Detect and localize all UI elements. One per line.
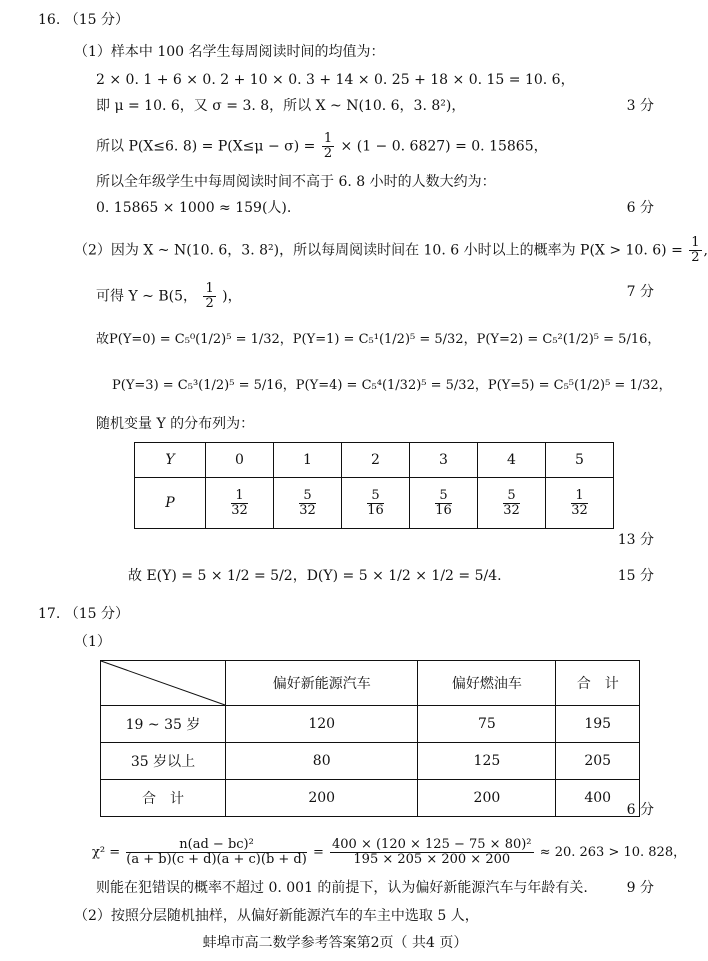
q16-p2-probs-row2: P(Y=3) = C₅³(1/2)⁵ = 5/16，P(Y=4) = C₅⁴(1/32)⁵ = 5/32，P(Y=5) = C₅⁵(1/2)⁵ = 1/32， [112,378,672,393]
table-cell: 1 [274,443,342,478]
q16-p2-line1: （2）因为 X ~ N(10. 6，3. 8²)，所以每周阅读时间在 10. 6 小时以上的概率为 P(X > 10. 6) = $\frac{1}{2}$ , [74,235,708,265]
score: 7 分 [626,284,654,300]
q17-header: 17. （15 分） [38,606,129,622]
contingency-table [100,660,640,817]
distribution-table [134,442,614,529]
q17-p1: （1） [74,634,111,650]
table-row [135,443,614,478]
table-row [101,780,640,817]
table-row [101,706,640,743]
chi-result: ≈ 20. 263 > 10. 828， [539,845,687,860]
chi-label: χ² = [92,845,121,860]
table-header: 偏好新能源汽车 [226,661,418,706]
chi-computation: $\frac{\text{400 × (120 × 125 − 75 × 80)²}}{195 \times 205 \times 200 \times 200}$ [332,837,532,867]
score: 6 分 [626,200,654,216]
table-cell: $\frac{1}{32}$ [546,478,614,529]
q16-p1-conclusion: 所以全年级学生中每周阅读时间不高于 6. 8 小时的人数大约为： [96,174,496,190]
table-cell: $\frac{5}{16}$ [410,478,478,529]
q16-p2-dist: 随机变量 Y 的分布列为： [96,416,255,432]
q16-p2-probs-row1: 故P(Y=0) = C₅⁰(1/2)⁵ = 1/32，P(Y=1) = C₅¹(1/2)⁵ = 5/32，P(Y=2) = C₅²(1/2)⁵ = 5/16， [96,332,661,347]
chi-formula: $\frac{\text{n(ad − bc)²}}{(a + b)(c + d)(a + c)(b + d)}$ [126,837,307,867]
diagonal-line [101,661,225,705]
table-cell: $\frac{5}{32}$ [274,478,342,529]
q16-header: 16. （15 分） [38,12,129,28]
table-cell: 400 [556,780,640,817]
table-cell: 合 计 [101,780,226,817]
prob-left: 所以 P(X≤6. 8) = P(X≤μ − σ) = [96,138,316,155]
q17-p2: （2）按照分层随机抽样，从偏好新能源汽车的车主中选取 5 人， [74,908,479,924]
table-header: 偏好燃油车 [418,661,556,706]
table-row [135,478,614,529]
table-cell: 3 [410,443,478,478]
table-cell: 0 [206,443,274,478]
table-cell: 80 [226,743,418,780]
table-cell: 2 [342,443,410,478]
table-cell: 35 岁以上 [101,743,226,780]
prob-right: × (1 − 0. 6827) = 0. 15865， [340,138,548,155]
table-cell: 75 [418,706,556,743]
p2-text: （2）因为 X ~ N(10. 6，3. 8²)，所以每周阅读时间在 10. 6 小时以上的概率为 P(X > 10. 6) = [74,242,683,259]
q16-p1-prob [96,132,548,161]
table-row [101,743,640,780]
q16-p1-result: 0. 15865 × 1000 ≈ 159(人). [96,200,292,216]
score: 15 分 [617,568,654,584]
table-cell: 200 [226,780,418,817]
score: 9 分 [626,880,654,896]
equals: = [312,845,324,860]
table-cell: 195 [556,706,640,743]
table-row [101,661,640,706]
fraction-half: $\frac{1}{2}$ [205,281,214,311]
table-cell: 5 [546,443,614,478]
q16-p1-calc: 2 × 0. 1 + 6 × 0. 2 + 10 × 0. 3 + 14 × 0. 25 + 18 × 0. 15 = 10. 6， [96,72,575,88]
table-cell: 4 [478,443,546,478]
q16-p2-expectation: 故 E(Y) = 5 × 1/2 = 5/2，D(Y) = 5 × 1/2 × 1/2 = 5/4. [128,568,502,584]
fraction-half: $\frac{1}{2}$ [323,131,333,161]
diagonal-corner-cell [101,661,226,706]
page-footer: 蚌埠市高二数学参考答案第2页（ 共4 页） [202,935,468,951]
score: 6 分 [626,802,654,818]
table-cell: 125 [418,743,556,780]
table-cell: Y [135,443,206,478]
binomial-left: 可得 Y ~ B(5， [96,288,197,305]
fraction-half: $\frac{1}{2}$ [691,235,700,265]
table-cell: 120 [226,706,418,743]
q16-p2-binomial [96,282,242,311]
q17-chi-square [92,838,686,867]
q16-p1-mu: 即 μ = 10. 6，又 σ = 3. 8，所以 X ~ N(10. 6，3. 8²)， [96,98,466,114]
table-cell: P [135,478,206,529]
table-cell: 19 ~ 35 岁 [101,706,226,743]
table-header: 合 计 [556,661,640,706]
score: 13 分 [617,532,654,548]
table-cell: $\frac{5}{16}$ [342,478,410,529]
table-cell: 200 [418,780,556,817]
table-cell: $\frac{1}{32}$ [206,478,274,529]
q17-conclusion: 则能在犯错误的概率不超过 0. 001 的前提下，认为偏好新能源汽车与年龄有关. [96,880,588,896]
table-cell: 205 [556,743,640,780]
score: 3 分 [626,98,654,114]
table-cell: $\frac{5}{32}$ [478,478,546,529]
binomial-right: )， [222,288,242,305]
q16-p1-intro: （1）样本中 100 名学生每周阅读时间的均值为： [74,44,385,60]
